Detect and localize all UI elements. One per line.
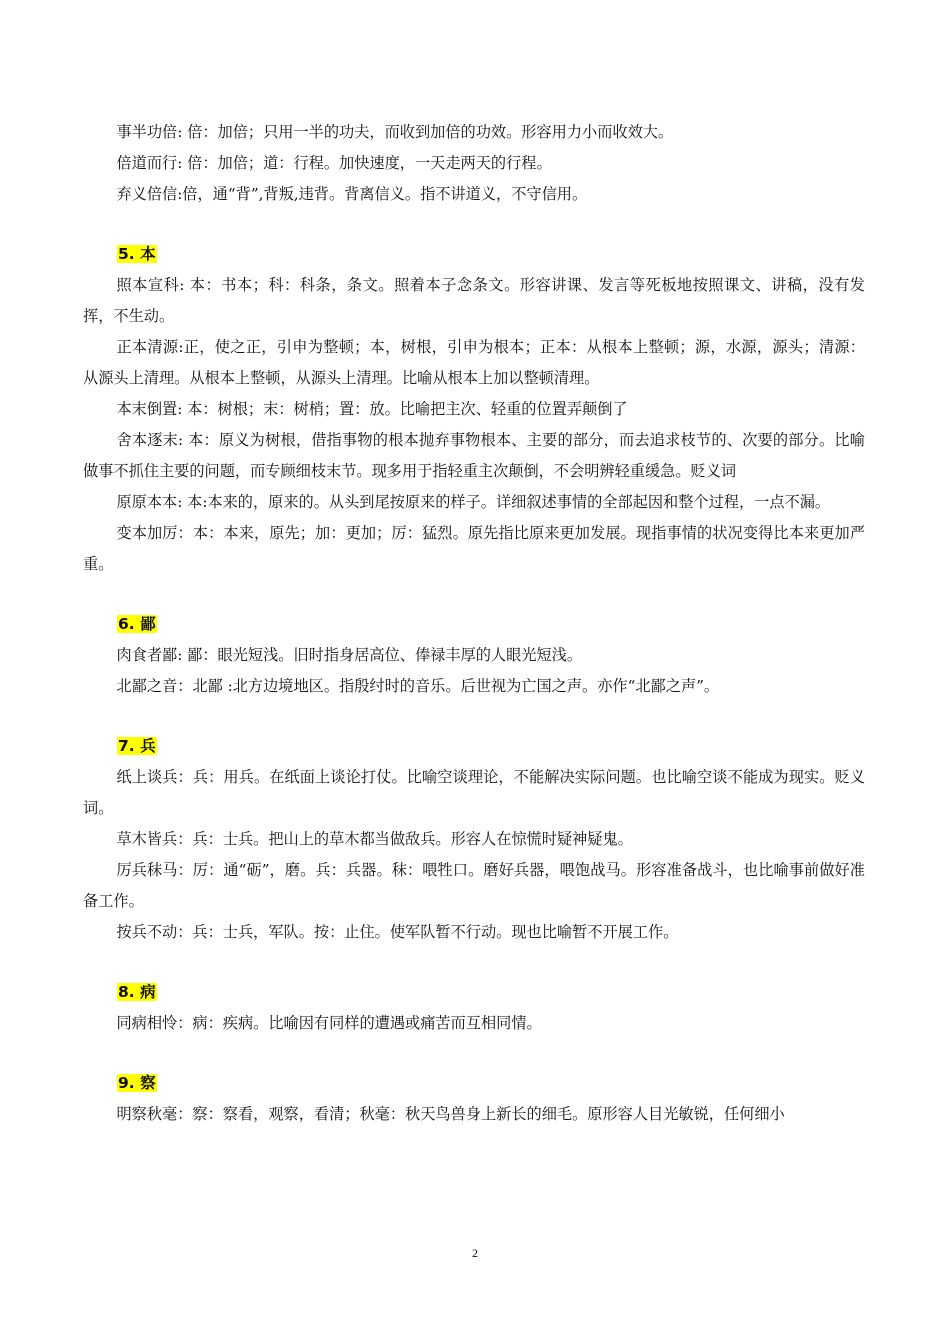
- section-gap: [117, 210, 865, 239]
- page-content: [83, 117, 865, 1130]
- heading-text: 6. 鄙: [118, 615, 156, 633]
- section-heading: [117, 731, 865, 762]
- section-heading: [117, 609, 865, 640]
- entry: 厉兵秣马：厉：通“砺”，磨。兵：兵器。秣：喂牲口。磨好兵器，喂饱战马。形容准备战斗，也比喻事前做好准备工作。: [83, 861, 865, 910]
- section-gap: [117, 580, 865, 609]
- heading-text: 8. 病: [118, 983, 156, 1001]
- section-heading: [117, 239, 865, 270]
- heading-text: 9. 察: [118, 1074, 156, 1092]
- heading-text: 5. 本: [118, 245, 156, 263]
- entry: 本末倒置: 本：树根；末：树梢；置：放。比喻把主次、轻重的位置弄颠倒了: [116, 400, 628, 418]
- entry: 草木皆兵：兵：士兵。把山上的草木都当做敌兵。形容人在惊慌时疑神疑鬼。: [116, 830, 633, 848]
- entry: 变本加厉：本：本来，原先；加：更加；厉：猛烈。原先指比原来更加发展。现指事情的状况变得比本来更加严重。: [83, 524, 865, 573]
- entry: 北鄙之音：北鄙 :北方边境地区。指殷纣时的音乐。后世视为亡国之声。亦作“北鄙之声”。: [116, 677, 720, 695]
- entry: 肉食者鄙: 鄙：眼光短浅。旧时指身居高位、俸禄丰厚的人眼光短浅。: [116, 646, 583, 664]
- entry: 舍本逐末: 本：原义为树根，借指事物的根本抛弃事物根本、主要的部分，而去追求枝节的、次要的部分。比喻做事不抓住主要的问题，而专顾细枝末节。现多用于指轻重主次颠倒，不会明辨轻重缓急。贬义词: [83, 431, 865, 480]
- entry: 正本清源:正，使之正，引申为整顿；本，树根，引申为根本；正本：从根本上整顿；源，水源，源头；清源：从源头上清理。从根本上整顿，从源头上清理。比喻从根本上加以整顿清理。: [83, 338, 865, 387]
- section-gap: [117, 702, 865, 731]
- entry: 倍道而行: 倍：加倍；道：行程。加快速度，一天走两天的行程。: [116, 154, 552, 172]
- entry: 纸上谈兵：兵：用兵。在纸面上谈论打仗。比喻空谈理论，不能解决实际问题。也比喻空谈不能成为现实。贬义词。: [83, 768, 865, 817]
- entry: 按兵不动：兵：士兵，军队。按：止住。使军队暂不行动。现也比喻暂不开展工作。: [116, 923, 679, 941]
- entry: 原原本本: 本:本来的，原来的。从头到尾按原来的样子。详细叙述事情的全部起因和整个过程，一点不漏。: [116, 493, 831, 511]
- entry: 照本宣科: 本：书本；科：科条，条文。照着本子念条文。形容讲课、发言等死板地按照课文、讲稿，没有发挥，不生动。: [83, 276, 865, 325]
- section-gap: [117, 1039, 865, 1068]
- section-heading: [117, 977, 865, 1008]
- entry: 弃义倍信:倍，通“背”,背叛,违背。背离信义。指不讲道义，不守信用。: [116, 185, 588, 203]
- section-gap: [117, 948, 865, 977]
- page-number: 2: [472, 1246, 478, 1260]
- entry: 同病相怜：病：疾病。比喻因有同样的遭遇或痛苦而互相同情。: [116, 1014, 542, 1032]
- section-heading: [117, 1068, 865, 1099]
- entry: 明察秋毫：察：察看，观察，看清；秋毫：秋天鸟兽身上新长的细毛。原形容人目光敏锐，任何细小: [116, 1105, 785, 1123]
- entry: 事半功倍: 倍：加倍；只用一半的功夫，而收到加倍的功效。形容用力小而收效大。: [116, 123, 674, 141]
- heading-text: 7. 兵: [118, 737, 156, 755]
